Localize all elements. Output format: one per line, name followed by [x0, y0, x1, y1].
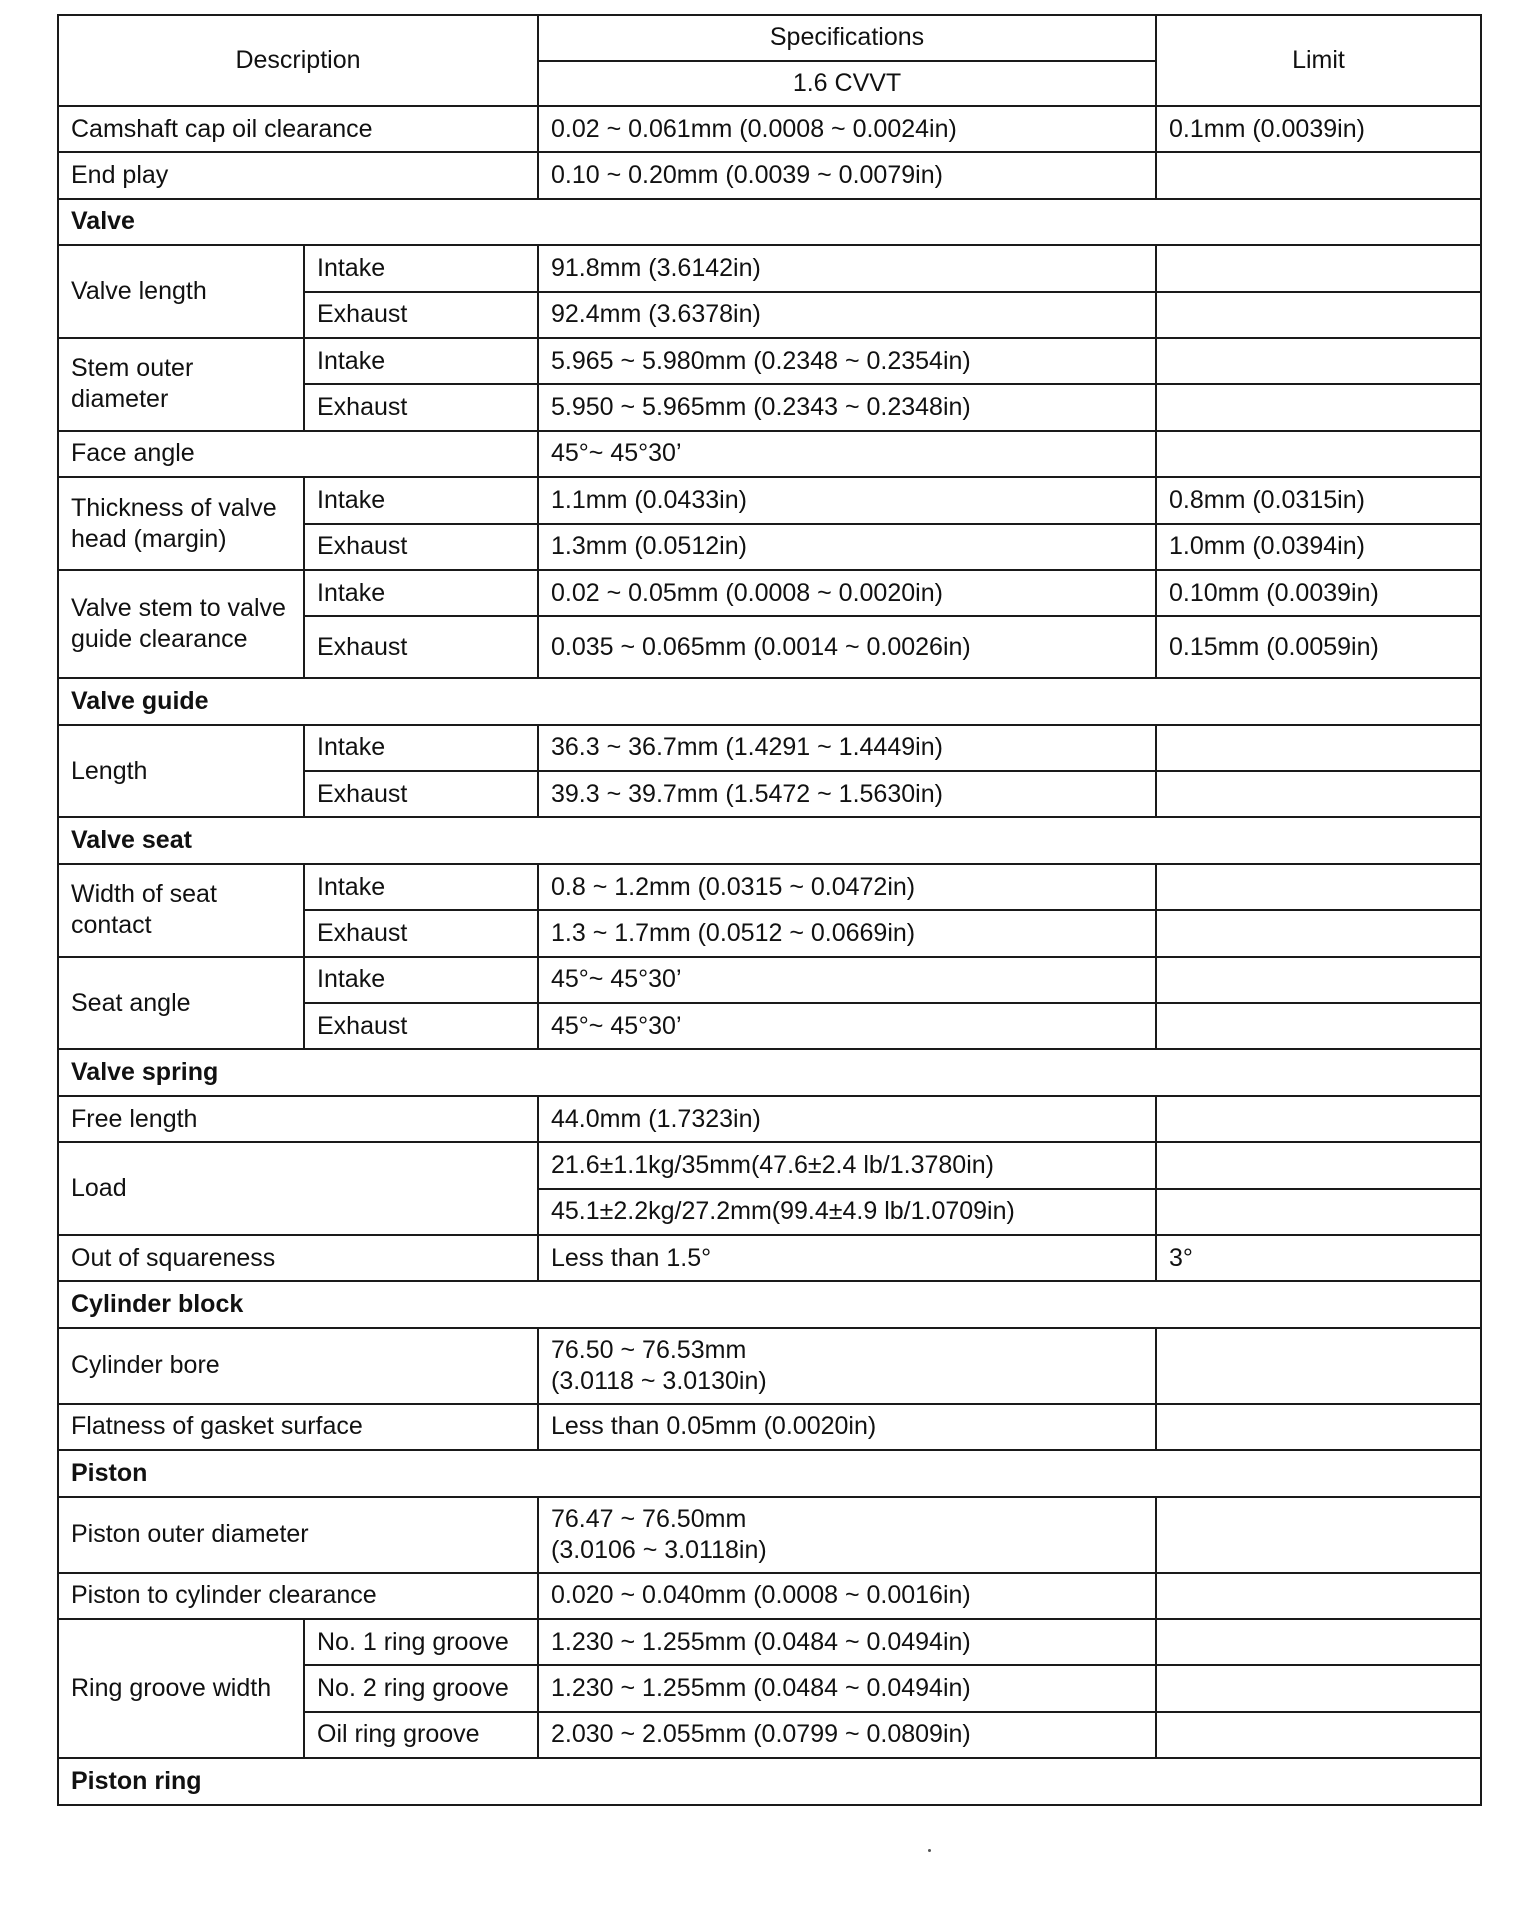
piston-cylinder-clearance-label: Piston to cylinder clearance	[58, 1573, 538, 1619]
seat-contact-intake-spec: 0.8 ~ 1.2mm (0.0315 ~ 0.0472in)	[538, 864, 1156, 910]
table-row	[58, 106, 1481, 152]
section-piston: Piston	[58, 1450, 1481, 1496]
gasket-flatness-spec: Less than 0.05mm (0.0020in)	[538, 1404, 1156, 1450]
piston-od-label: Piston outer diameter	[58, 1497, 538, 1573]
free-length-label: Free length	[58, 1096, 538, 1142]
load-label: Load	[58, 1142, 538, 1235]
table-row	[58, 338, 1481, 384]
table-row	[58, 431, 1481, 477]
table-row	[58, 1235, 1481, 1281]
guide-length-exhaust-limit	[1156, 771, 1481, 817]
engine-header: 1.6 CVVT	[538, 61, 1156, 107]
end-play-spec: 0.10 ~ 0.20mm (0.0039 ~ 0.0079in)	[538, 152, 1156, 198]
cylinder-bore-label: Cylinder bore	[58, 1328, 538, 1404]
valve-length-exhaust-spec: 92.4mm (3.6378in)	[538, 292, 1156, 338]
face-angle-label: Face angle	[58, 431, 538, 477]
piston-cylinder-clearance-spec: 0.020 ~ 0.040mm (0.0008 ~ 0.0016in)	[538, 1573, 1156, 1619]
limit-header: Limit	[1156, 15, 1481, 106]
table-row	[58, 864, 1481, 910]
piston-od-limit	[1156, 1497, 1481, 1573]
table-row	[58, 725, 1481, 771]
camshaft-cap-limit: 0.1mm (0.0039in)	[1156, 106, 1481, 152]
seat-angle-intake-spec: 45°~ 45°30’	[538, 957, 1156, 1003]
section-valve: Valve	[58, 199, 1481, 245]
seat-contact-intake-limit	[1156, 864, 1481, 910]
stem-guide-intake-spec: 0.02 ~ 0.05mm (0.0008 ~ 0.0020in)	[538, 570, 1156, 616]
valve-length-exhaust-label: Exhaust	[304, 292, 538, 338]
guide-length-intake-label: Intake	[304, 725, 538, 771]
valve-head-intake-label: Intake	[304, 477, 538, 523]
gasket-flatness-limit	[1156, 1404, 1481, 1450]
stem-od-exhaust-spec: 5.950 ~ 5.965mm (0.2343 ~ 0.2348in)	[538, 384, 1156, 430]
stem-guide-clearance-label: Valve stem to valve guide clearance	[58, 570, 304, 678]
seat-angle-exhaust-label: Exhaust	[304, 1003, 538, 1049]
valve-length-label: Valve length	[58, 245, 304, 338]
ring-groove-oil-spec: 2.030 ~ 2.055mm (0.0799 ~ 0.0809in)	[538, 1712, 1156, 1758]
valve-length-exhaust-limit	[1156, 292, 1481, 338]
stem-guide-intake-limit: 0.10mm (0.0039in)	[1156, 570, 1481, 616]
seat-contact-exhaust-limit	[1156, 910, 1481, 956]
section-row	[58, 678, 1481, 724]
seat-contact-exhaust-label: Exhaust	[304, 910, 538, 956]
guide-length-intake-spec: 36.3 ~ 36.7mm (1.4291 ~ 1.4449in)	[538, 725, 1156, 771]
table-row	[58, 1328, 1481, 1404]
table-row	[58, 1404, 1481, 1450]
section-row	[58, 199, 1481, 245]
valve-head-intake-limit: 0.8mm (0.0315in)	[1156, 477, 1481, 523]
end-play-label: End play	[58, 152, 538, 198]
section-row	[58, 1049, 1481, 1095]
valve-head-intake-spec: 1.1mm (0.0433in)	[538, 477, 1156, 523]
specifications-table	[57, 14, 1482, 1806]
section-cylinder-block: Cylinder block	[58, 1281, 1481, 1327]
table-row	[58, 477, 1481, 523]
stem-guide-exhaust-spec: 0.035 ~ 0.065mm (0.0014 ~ 0.0026in)	[538, 616, 1156, 678]
ring-groove-oil-label: Oil ring groove	[304, 1712, 538, 1758]
piston-cylinder-clearance-limit	[1156, 1573, 1481, 1619]
valve-head-thickness-label: Thickness of valve head (margin)	[58, 477, 304, 570]
face-angle-limit	[1156, 431, 1481, 477]
table-row	[58, 1497, 1481, 1573]
face-angle-spec: 45°~ 45°30’	[538, 431, 1156, 477]
ring-groove-no2-spec: 1.230 ~ 1.255mm (0.0484 ~ 0.0494in)	[538, 1665, 1156, 1711]
ring-groove-no2-limit	[1156, 1665, 1481, 1711]
guide-length-exhaust-label: Exhaust	[304, 771, 538, 817]
stem-od-intake-spec: 5.965 ~ 5.980mm (0.2348 ~ 0.2354in)	[538, 338, 1156, 384]
seat-angle-intake-label: Intake	[304, 957, 538, 1003]
valve-head-exhaust-label: Exhaust	[304, 524, 538, 570]
stem-od-intake-label: Intake	[304, 338, 538, 384]
ring-groove-no2-label: No. 2 ring groove	[304, 1665, 538, 1711]
valve-length-intake-spec: 91.8mm (3.6142in)	[538, 245, 1156, 291]
out-of-squareness-label: Out of squareness	[58, 1235, 538, 1281]
section-valve-spring: Valve spring	[58, 1049, 1481, 1095]
section-row	[58, 817, 1481, 863]
specifications-header: Specifications	[538, 15, 1156, 61]
section-piston-ring: Piston ring	[58, 1758, 1481, 1804]
table-row	[58, 245, 1481, 291]
valve-length-intake-label: Intake	[304, 245, 538, 291]
stem-od-exhaust-limit	[1156, 384, 1481, 430]
description-header: Description	[58, 15, 538, 106]
valve-head-exhaust-limit: 1.0mm (0.0394in)	[1156, 524, 1481, 570]
section-row	[58, 1450, 1481, 1496]
piston-od-spec: 76.47 ~ 76.50mm (3.0106 ~ 3.0118in)	[538, 1497, 1156, 1573]
section-valve-seat: Valve seat	[58, 817, 1481, 863]
load-spec-1: 21.6±1.1kg/35mm(47.6±2.4 lb/1.3780in)	[538, 1142, 1156, 1188]
table-row	[58, 1096, 1481, 1142]
end-play-limit	[1156, 152, 1481, 198]
table-row	[58, 152, 1481, 198]
valve-head-exhaust-spec: 1.3mm (0.0512in)	[538, 524, 1156, 570]
seat-angle-label: Seat angle	[58, 957, 304, 1050]
section-row	[58, 1758, 1481, 1804]
gasket-flatness-label: Flatness of gasket surface	[58, 1404, 538, 1450]
camshaft-cap-label: Camshaft cap oil clearance	[58, 106, 538, 152]
load-limit-2	[1156, 1189, 1481, 1235]
seat-angle-exhaust-limit	[1156, 1003, 1481, 1049]
seat-contact-exhaust-spec: 1.3 ~ 1.7mm (0.0512 ~ 0.0669in)	[538, 910, 1156, 956]
ring-groove-no1-label: No. 1 ring groove	[304, 1619, 538, 1665]
free-length-spec: 44.0mm (1.7323in)	[538, 1096, 1156, 1142]
stem-guide-exhaust-limit: 0.15mm (0.0059in)	[1156, 616, 1481, 678]
table-row	[58, 957, 1481, 1003]
cylinder-bore-limit	[1156, 1328, 1481, 1404]
out-of-squareness-spec: Less than 1.5°	[538, 1235, 1156, 1281]
table-row	[58, 1573, 1481, 1619]
ring-groove-no1-spec: 1.230 ~ 1.255mm (0.0484 ~ 0.0494in)	[538, 1619, 1156, 1665]
camshaft-cap-spec: 0.02 ~ 0.061mm (0.0008 ~ 0.0024in)	[538, 106, 1156, 152]
seat-angle-intake-limit	[1156, 957, 1481, 1003]
load-limit-1	[1156, 1142, 1481, 1188]
stem-od-intake-limit	[1156, 338, 1481, 384]
ring-groove-no1-limit	[1156, 1619, 1481, 1665]
seat-contact-label: Width of seat contact	[58, 864, 304, 957]
stem-guide-intake-label: Intake	[304, 570, 538, 616]
stem-guide-exhaust-label: Exhaust	[304, 616, 538, 678]
guide-length-intake-limit	[1156, 725, 1481, 771]
seat-contact-intake-label: Intake	[304, 864, 538, 910]
stem-od-label: Stem outer diameter	[58, 338, 304, 431]
header-row	[58, 15, 1481, 61]
table-row	[58, 570, 1481, 616]
section-row	[58, 1281, 1481, 1327]
valve-length-intake-limit	[1156, 245, 1481, 291]
load-spec-2: 45.1±2.2kg/27.2mm(99.4±4.9 lb/1.0709in)	[538, 1189, 1156, 1235]
cylinder-bore-spec: 76.50 ~ 76.53mm (3.0118 ~ 3.0130in)	[538, 1328, 1156, 1404]
ring-groove-width-label: Ring groove width	[58, 1619, 304, 1758]
guide-length-exhaust-spec: 39.3 ~ 39.7mm (1.5472 ~ 1.5630in)	[538, 771, 1156, 817]
scan-speck	[928, 1849, 931, 1852]
section-valve-guide: Valve guide	[58, 678, 1481, 724]
ring-groove-oil-limit	[1156, 1712, 1481, 1758]
table-row	[58, 1142, 1481, 1188]
out-of-squareness-limit: 3°	[1156, 1235, 1481, 1281]
guide-length-label: Length	[58, 725, 304, 818]
seat-angle-exhaust-spec: 45°~ 45°30’	[538, 1003, 1156, 1049]
stem-od-exhaust-label: Exhaust	[304, 384, 538, 430]
table-row	[58, 1619, 1481, 1665]
free-length-limit	[1156, 1096, 1481, 1142]
